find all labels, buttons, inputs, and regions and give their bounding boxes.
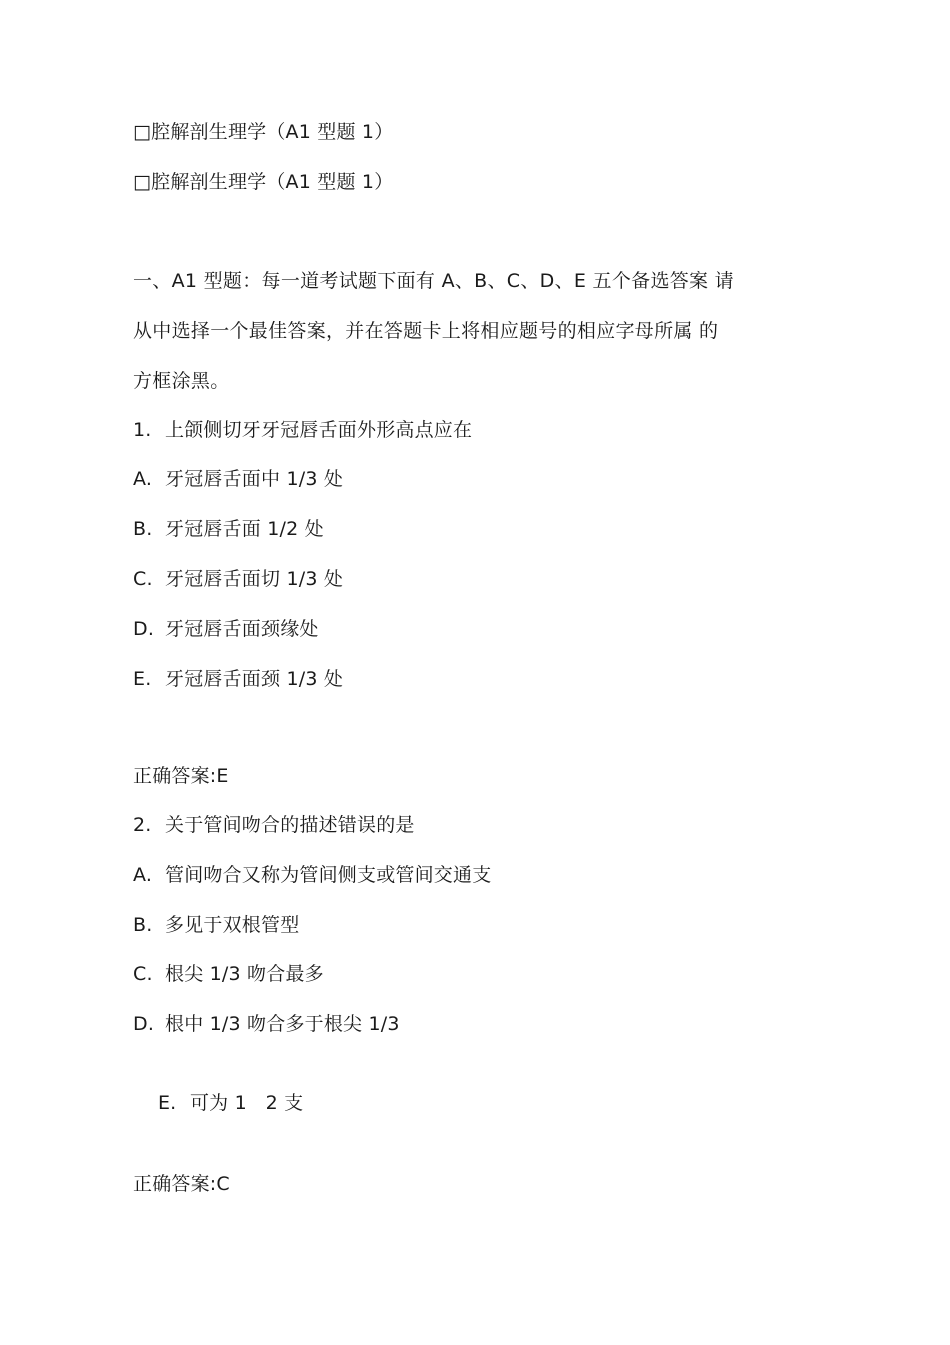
option-letter: E. (133, 668, 152, 690)
instruction-line-1: 一、A1 型题：每一道考试题下面有 A、B、C、D、E 五个备选答案 请 (133, 270, 734, 292)
option-letter: A. (133, 864, 153, 886)
question-1-answer: 正确答案:E (133, 765, 229, 787)
question-1-option-a (133, 467, 343, 491)
option-letter: C. (133, 568, 153, 590)
question-2-option-b (133, 913, 299, 937)
option-text: 牙冠唇舌面颈缘处 (165, 618, 319, 640)
question-2-option-a (133, 863, 491, 887)
option-text: 根尖 1/3 吻合最多 (165, 963, 324, 985)
doc-subtitle: □腔解剖生理学（A1 型题 1） (133, 171, 394, 193)
question-1-stem (133, 418, 472, 442)
option-text: 牙冠唇舌面 1/2 处 (165, 518, 324, 540)
option-letter: D. (133, 1013, 155, 1035)
question-2-stem (133, 813, 415, 837)
instruction-line-2: 从中选择一个最佳答案，并在答题卡上将相应题号的相应字母所属 的 (133, 320, 719, 342)
option-text: 牙冠唇舌面中 1/3 处 (165, 468, 344, 490)
doc-title: □腔解剖生理学（A1 型题 1） (133, 121, 394, 143)
option-letter: B. (133, 518, 153, 540)
option-letter: E. (157, 1092, 177, 1114)
question-2-option-c (133, 962, 324, 986)
question-text: 上颌侧切牙牙冠唇舌面外形高点应在 (165, 419, 473, 441)
question-1-option-c (133, 567, 343, 591)
question-2-answer: 正确答案:C (133, 1173, 230, 1195)
instruction-line-3: 方框涂黑。 (133, 370, 230, 392)
question-number: 1. (133, 419, 152, 441)
option-text: 管间吻合又称为管间侧支或管间交通支 (165, 864, 492, 886)
option-text: 根中 1/3 吻合多于根尖 1/3 (165, 1013, 400, 1035)
option-letter: C. (133, 963, 153, 985)
question-1-option-b (133, 517, 324, 541)
option-text: 可为 1 2 支 (189, 1092, 304, 1114)
question-number: 2. (133, 814, 152, 836)
option-letter: D. (133, 618, 155, 640)
option-text: 多见于双根管型 (165, 914, 300, 936)
option-letter: B. (133, 914, 153, 936)
question-1-option-e (133, 667, 343, 691)
question-text: 关于管间吻合的描述错误的是 (165, 814, 415, 836)
option-text: 牙冠唇舌面颈 1/3 处 (165, 668, 344, 690)
option-text: 牙冠唇舌面切 1/3 处 (165, 568, 344, 590)
question-1-option-d (133, 617, 319, 641)
question-2-option-e (133, 1067, 303, 1139)
question-2-option-d (133, 1012, 400, 1036)
option-letter: A. (133, 468, 153, 490)
